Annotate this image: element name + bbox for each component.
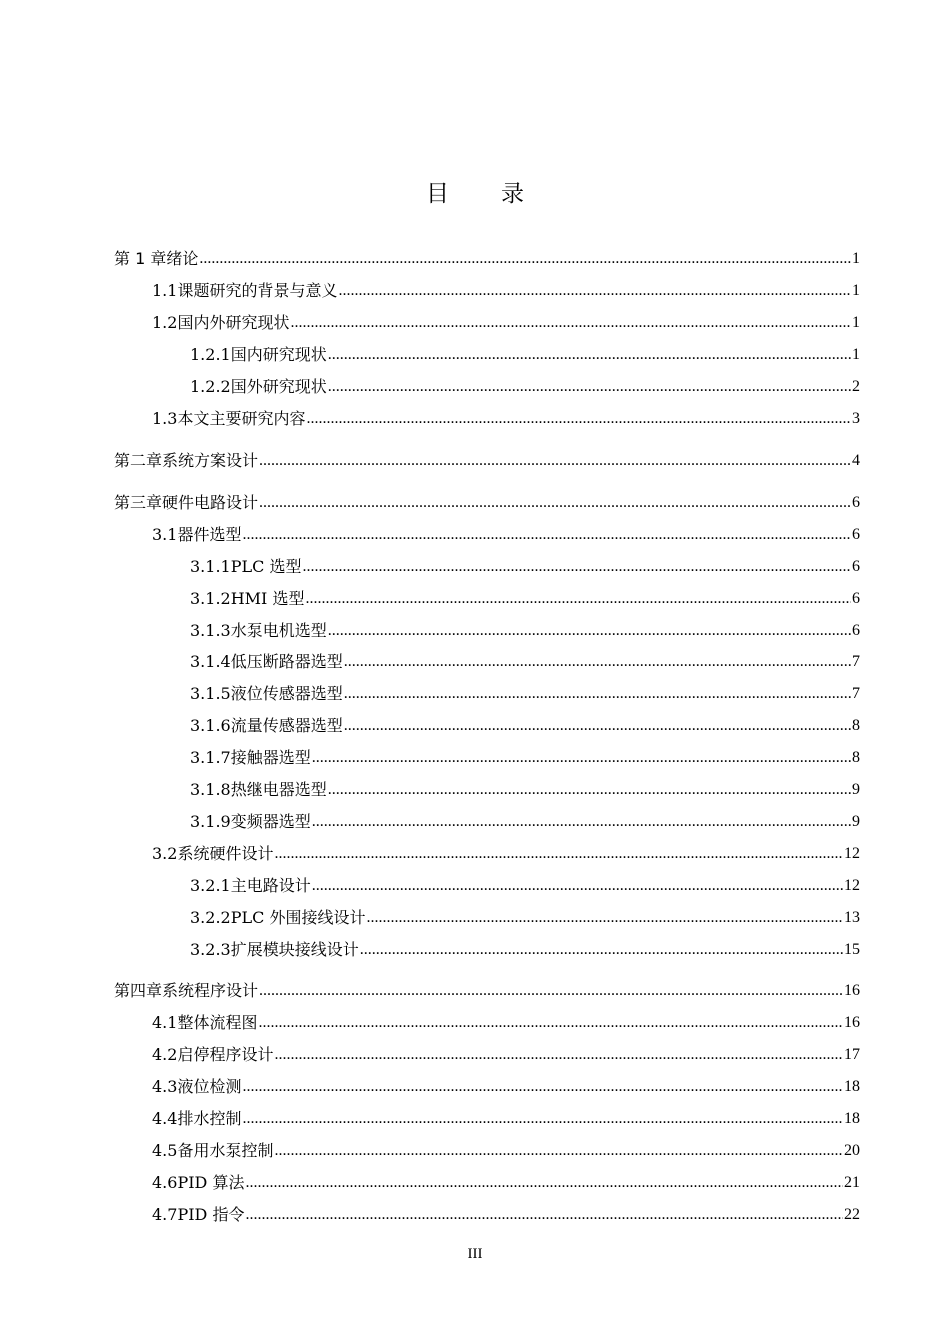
- toc-entry[interactable]: [114, 977, 860, 1001]
- toc-entry[interactable]: [114, 245, 860, 269]
- toc-entry-number: 3.1.9: [190, 812, 231, 831]
- toc-entry-label: 热继电器选型: [230, 780, 327, 799]
- toc-entry-page: 1: [852, 346, 860, 363]
- toc-entry-page: 1: [852, 282, 860, 299]
- toc-entry-label: PID 算法: [177, 1173, 245, 1192]
- toc-entry-label: 绪论: [166, 249, 199, 268]
- toc-entry[interactable]: [114, 447, 860, 471]
- toc-entry-number: 3.1.5: [190, 684, 231, 703]
- toc-entry[interactable]: [152, 1009, 860, 1033]
- toc-entry-label: PID 指令: [177, 1205, 245, 1224]
- toc-dot-leader: [258, 1013, 843, 1033]
- toc-dot-leader: [259, 493, 851, 513]
- toc-entry-page: 4: [852, 452, 860, 469]
- toc-entry[interactable]: [190, 585, 860, 609]
- toc-entry-number: 1.3: [152, 409, 178, 428]
- toc-entry-label: 启停程序设计: [177, 1045, 274, 1064]
- toc-entry-page: 6: [852, 526, 860, 543]
- toc-entry-page: 3: [852, 410, 860, 427]
- toc-entry-page: 9: [852, 813, 860, 830]
- toc-entry-number: 4.2: [152, 1045, 178, 1064]
- toc-entry-page: 8: [852, 749, 860, 766]
- toc-entry-label: 本文主要研究内容: [177, 409, 306, 428]
- toc-dot-leader: [259, 451, 851, 471]
- toc-entry-label: 变频器选型: [230, 812, 311, 831]
- toc-entry-page: 8: [852, 717, 860, 734]
- toc-entry[interactable]: [190, 553, 860, 577]
- toc-entry-number: 1.2.2: [190, 377, 231, 396]
- toc-dot-leader: [242, 1109, 843, 1129]
- toc-entry-label: 整体流程图: [177, 1013, 258, 1032]
- toc-dot-leader: [328, 377, 851, 397]
- toc-dot-leader: [242, 1077, 843, 1097]
- toc-entry[interactable]: [152, 405, 860, 429]
- toc-entry[interactable]: [152, 1169, 860, 1193]
- toc-entry-label: 备用水泵控制: [177, 1141, 274, 1160]
- toc-entry-page: 7: [852, 653, 860, 670]
- toc-entry-label: PLC 外围接线设计: [230, 908, 366, 927]
- toc-entry-number: 第三章: [114, 493, 163, 512]
- toc-dot-leader: [312, 812, 851, 832]
- toc-entry-number: 4.1: [152, 1013, 178, 1032]
- toc-entry-number: 1.2.1: [190, 345, 231, 364]
- toc-dot-leader: [242, 525, 851, 545]
- toc-entry[interactable]: [190, 872, 860, 896]
- toc-entry[interactable]: [152, 309, 860, 333]
- toc-dot-leader: [328, 621, 851, 641]
- toc-entry-label: PLC 选型: [230, 557, 302, 576]
- toc-dot-leader: [274, 1141, 843, 1161]
- toc-entry-number: 3.2.3: [190, 940, 231, 959]
- toc-entry-number: 4.5: [152, 1141, 178, 1160]
- page-number: III: [467, 1246, 483, 1262]
- toc-entry-number: 1.1: [152, 281, 178, 300]
- toc-entry-number: 第四章: [114, 981, 163, 1000]
- toc-entry-page: 18: [844, 1078, 860, 1095]
- toc-entry-label: 排水控制: [177, 1109, 242, 1128]
- toc-dot-leader: [312, 876, 843, 896]
- toc-entry-number: 1.2: [152, 313, 178, 332]
- toc-entry-label: HMI 选型: [230, 589, 305, 608]
- toc-entry-label: 硬件电路设计: [162, 493, 259, 512]
- toc-entry[interactable]: [152, 1137, 860, 1161]
- toc-entry-number: 3.1.8: [190, 780, 231, 799]
- toc-entry-label: 流量传感器选型: [230, 716, 343, 735]
- toc-title-char-1: 目: [426, 181, 449, 207]
- toc-entry-page: 12: [844, 877, 860, 894]
- toc-entry-label: 器件选型: [177, 525, 242, 544]
- toc-dot-leader: [245, 1205, 843, 1225]
- toc-entry[interactable]: [152, 1073, 860, 1097]
- toc-entry-number: 3.1.2: [190, 589, 231, 608]
- toc-dot-leader: [305, 589, 851, 609]
- toc-entry-number: 第 1 章: [114, 249, 167, 268]
- toc-entry-number: 3.1.1: [190, 557, 231, 576]
- toc-entry-number: 4.4: [152, 1109, 178, 1128]
- toc-entry[interactable]: [190, 648, 860, 672]
- toc-entry-number: 3.1: [152, 525, 178, 544]
- toc-entry-number: 第二章: [114, 451, 163, 470]
- toc-entry-page: 6: [852, 558, 860, 575]
- toc-entry-label: 主电路设计: [230, 876, 311, 895]
- toc-entry-label: 系统程序设计: [162, 981, 259, 1000]
- toc-entry-page: 6: [852, 590, 860, 607]
- toc-entry-number: 3.1.7: [190, 748, 231, 767]
- toc-entry-page: 17: [844, 1046, 860, 1063]
- toc-entry-label: 国内外研究现状: [177, 313, 290, 332]
- toc-entry-label: 液位传感器选型: [230, 684, 343, 703]
- toc-dot-leader: [306, 409, 851, 429]
- toc-entry[interactable]: [190, 936, 860, 960]
- toc-entry[interactable]: [152, 1201, 860, 1225]
- toc-dot-leader: [344, 716, 851, 736]
- toc-entry-number: 4.7: [152, 1205, 178, 1224]
- toc-entry-number: 3.2.1: [190, 876, 231, 895]
- toc-entry[interactable]: [152, 277, 860, 301]
- toc-entry-page: 1: [852, 314, 860, 331]
- toc-entry-page: 20: [844, 1142, 860, 1159]
- toc-entry-label: 国内研究现状: [230, 345, 327, 364]
- toc-entry-number: 4.3: [152, 1077, 178, 1096]
- toc-entry[interactable]: [190, 617, 860, 641]
- toc-entry-page: 13: [844, 909, 860, 926]
- toc-dot-leader: [360, 940, 843, 960]
- toc-entry[interactable]: [152, 1105, 860, 1129]
- toc-dot-leader: [245, 1173, 843, 1193]
- toc-entry[interactable]: [152, 840, 860, 864]
- toc-entry[interactable]: [152, 521, 860, 545]
- toc-entry-number: 3.1.3: [190, 621, 231, 640]
- toc-entry-label: 系统方案设计: [162, 451, 259, 470]
- toc-entry-label: 低压断路器选型: [230, 652, 343, 671]
- toc-entry[interactable]: [190, 904, 860, 928]
- toc-entry-label: 液位检测: [177, 1077, 242, 1096]
- toc-entry[interactable]: [190, 712, 860, 736]
- toc-entry-label: 国外研究现状: [230, 377, 327, 396]
- toc-entry-label: 接触器选型: [230, 748, 311, 767]
- toc-dot-leader: [366, 908, 843, 928]
- toc-entry-page: 1: [852, 250, 860, 267]
- toc-entry-page: 15: [844, 941, 860, 958]
- toc-dot-leader: [259, 981, 843, 1001]
- toc-dot-leader: [312, 748, 851, 768]
- toc-entry[interactable]: [190, 808, 860, 832]
- toc-entry-page: 16: [844, 982, 860, 999]
- toc-entry-page: 16: [844, 1014, 860, 1031]
- toc-entry[interactable]: [152, 1041, 860, 1065]
- toc-entry[interactable]: [190, 776, 860, 800]
- toc-entry-page: 2: [852, 378, 860, 395]
- toc-entry-page: 7: [852, 685, 860, 702]
- toc-entry-number: 3.2.2: [190, 908, 231, 927]
- toc-title-char-2: 录: [501, 181, 524, 207]
- toc-entry-number: 4.6: [152, 1173, 178, 1192]
- toc-entry-label: 扩展模块接线设计: [230, 940, 359, 959]
- toc-entry-number: 3.1.6: [190, 716, 231, 735]
- toc-entry-label: 系统硬件设计: [177, 844, 274, 863]
- toc-entry-page: 21: [844, 1174, 860, 1191]
- toc-entry-number: 3.1.4: [190, 652, 231, 671]
- toc-dot-leader: [338, 281, 851, 301]
- toc-entry[interactable]: [114, 489, 860, 513]
- toc-entry-page: 6: [852, 622, 860, 639]
- toc-entry-label: 水泵电机选型: [230, 621, 327, 640]
- toc-dot-leader: [344, 684, 851, 704]
- toc-dot-leader: [344, 652, 851, 672]
- toc-entry-page: 9: [852, 781, 860, 798]
- toc-dot-leader: [302, 557, 851, 577]
- toc-entry-page: 12: [844, 845, 860, 862]
- toc-entry-page: 18: [844, 1110, 860, 1127]
- toc-entry[interactable]: [190, 744, 860, 768]
- toc-entry-page: 22: [844, 1206, 860, 1223]
- toc-entry-page: 6: [852, 494, 860, 511]
- toc-dot-leader: [290, 313, 851, 333]
- toc-dot-leader: [328, 345, 851, 365]
- toc-dot-leader: [274, 844, 843, 864]
- toc-entry[interactable]: [190, 341, 860, 365]
- toc-dot-leader: [199, 249, 851, 269]
- toc-entry-label: 课题研究的背景与意义: [177, 281, 338, 300]
- toc-entry-number: 3.2: [152, 844, 178, 863]
- toc-dot-leader: [328, 780, 851, 800]
- toc-dot-leader: [274, 1045, 843, 1065]
- toc-entry[interactable]: [190, 373, 860, 397]
- toc-entry[interactable]: [190, 680, 860, 704]
